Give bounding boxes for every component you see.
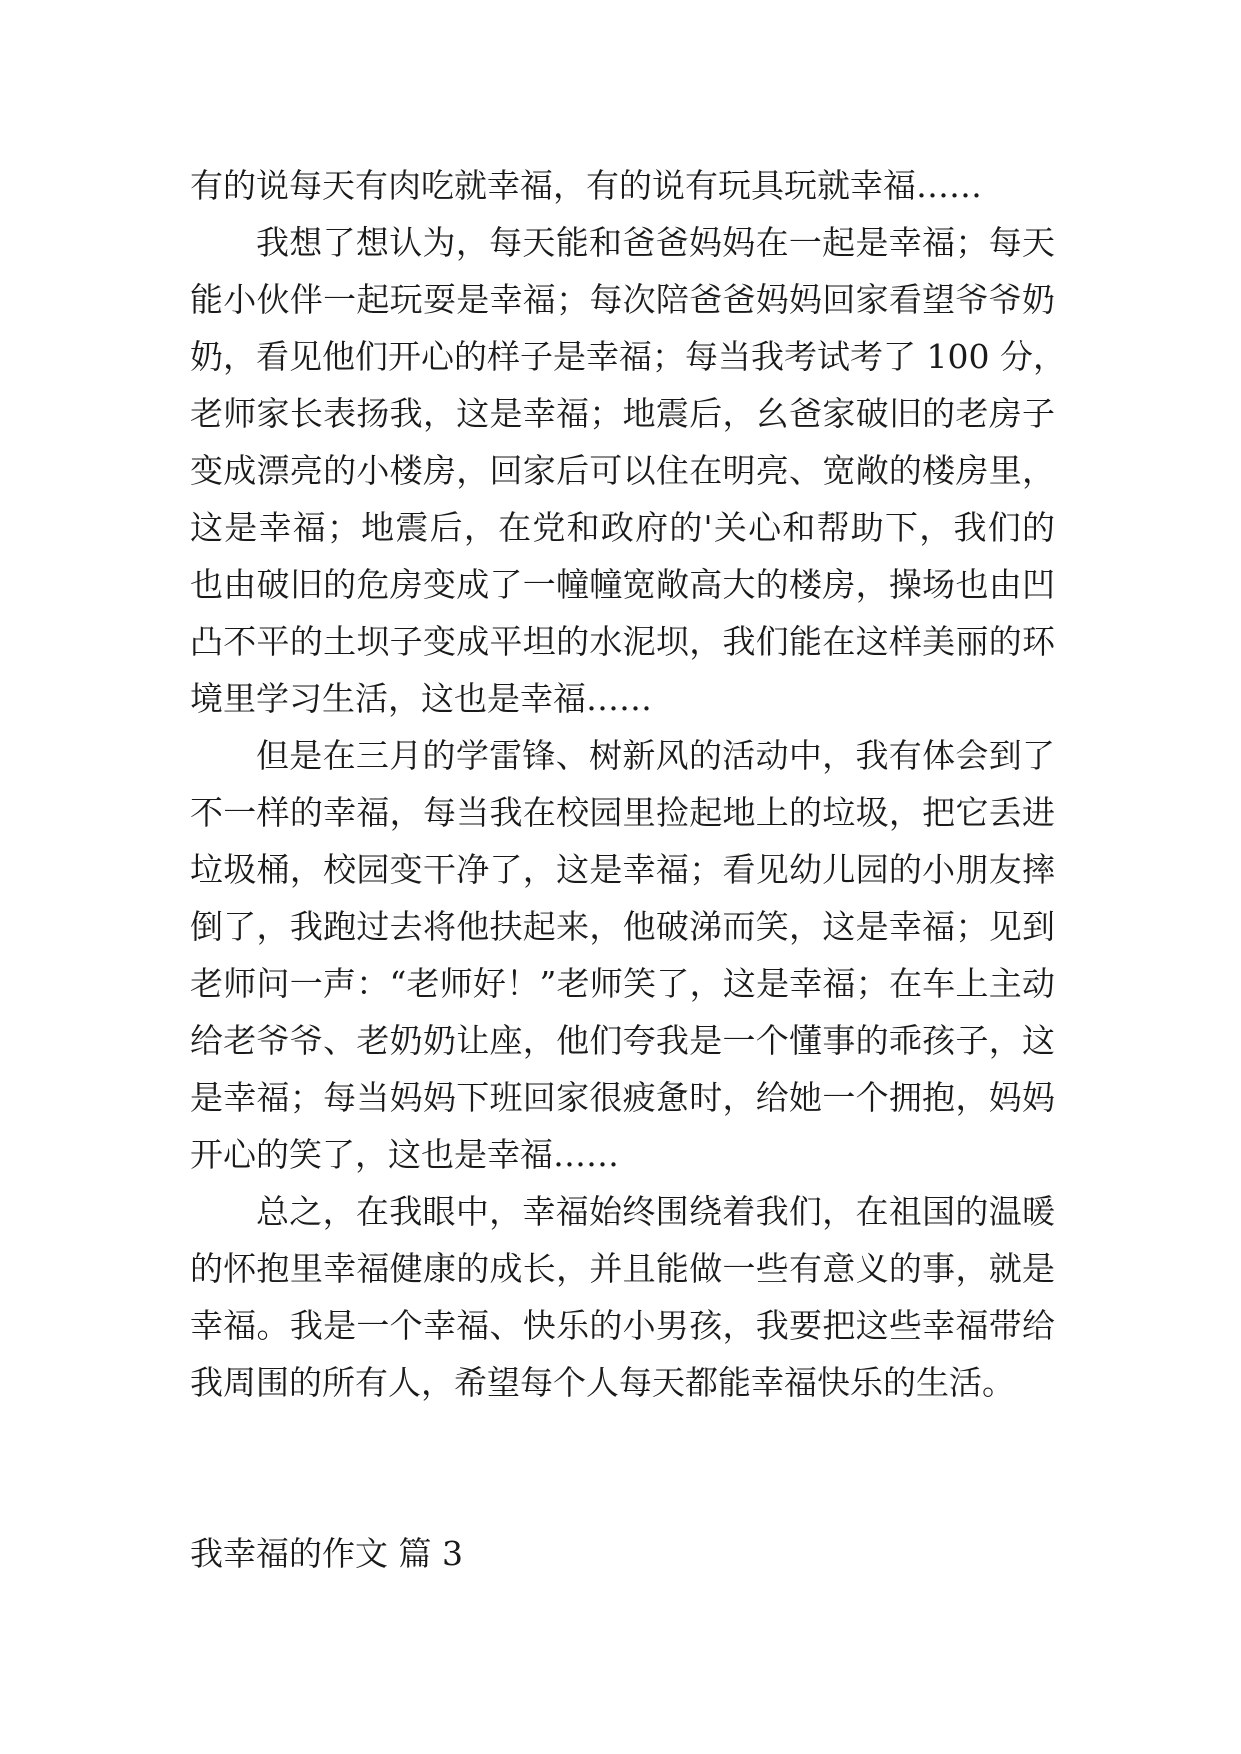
text-line: 的怀抱里幸福健康的成长，并且能做一些有意义的事，就是 — [190, 1249, 1055, 1288]
text-line: 不一样的幸福，每当我在校园里捡起地上的垃圾，把它丢进 — [190, 793, 1055, 832]
text-line: 倒了，我跑过去将他扶起来，他破涕而笑，这是幸福；见到 — [190, 907, 1055, 946]
text-line: 是幸福；每当妈妈下班回家很疲惫时，给她一个拥抱，妈妈 — [190, 1078, 1055, 1117]
text-line: 也由破旧的危房变成了一幢幢宽敞高大的楼房，操场也由凹 — [190, 565, 1055, 604]
text-line: 境里学习生活，这也是幸福…… — [190, 679, 652, 718]
text-line: 开心的笑了，这也是幸福…… — [190, 1135, 619, 1174]
paragraph-first-line: 总之，在我眼中，幸福始终围绕着我们，在祖国的温暖 — [256, 1192, 1055, 1231]
text-line: 能小伙伴一起玩耍是幸福；每次陪爸爸妈妈回家看望爷爷奶 — [190, 280, 1055, 319]
text-line: 垃圾桶，校园变干净了，这是幸福；看见幼儿园的小朋友摔 — [190, 850, 1055, 889]
paragraph-first-line: 但是在三月的学雷锋、树新风的活动中，我有体会到了 — [256, 736, 1055, 775]
text-line: 老师问一声：“老师好！”老师笑了，这是幸福；在车上主动 — [190, 964, 1055, 1003]
text-line: 幸福。我是一个幸福、快乐的小男孩，我要把这些幸福带给 — [190, 1306, 1055, 1345]
paragraph-first-line: 我想了想认为，每天能和爸爸妈妈在一起是幸福；每天 — [256, 223, 1055, 262]
text-line: 这是幸福；地震后，在党和政府的'关心和帮助下，我们的 — [190, 508, 1055, 547]
text-line: 变成漂亮的小楼房，回家后可以住在明亮、宽敞的楼房里， — [190, 451, 1055, 490]
text-line: 凸不平的土坝子变成平坦的水泥坝，我们能在这样美丽的环 — [190, 622, 1055, 661]
text-line: 有的说每天有肉吃就幸福，有的说有玩具玩就幸福…… — [190, 166, 982, 205]
section-heading: 我幸福的作文 篇 3 — [190, 1534, 463, 1573]
text-line: 给老爷爷、老奶奶让座，他们夸我是一个懂事的乖孩子，这 — [190, 1021, 1055, 1060]
document-body — [190, 157, 1066, 1582]
text-line: 老师家长表扬我，这是幸福；地震后，幺爸家破旧的老房子 — [190, 394, 1055, 433]
section-spacer — [190, 1411, 1055, 1525]
text-line: 我周围的所有人，希望每个人每天都能幸福快乐的生活。 — [190, 1363, 1015, 1402]
text-line: 奶，看见他们开心的样子是幸福；每当我考试考了 100 分， — [190, 337, 1066, 376]
